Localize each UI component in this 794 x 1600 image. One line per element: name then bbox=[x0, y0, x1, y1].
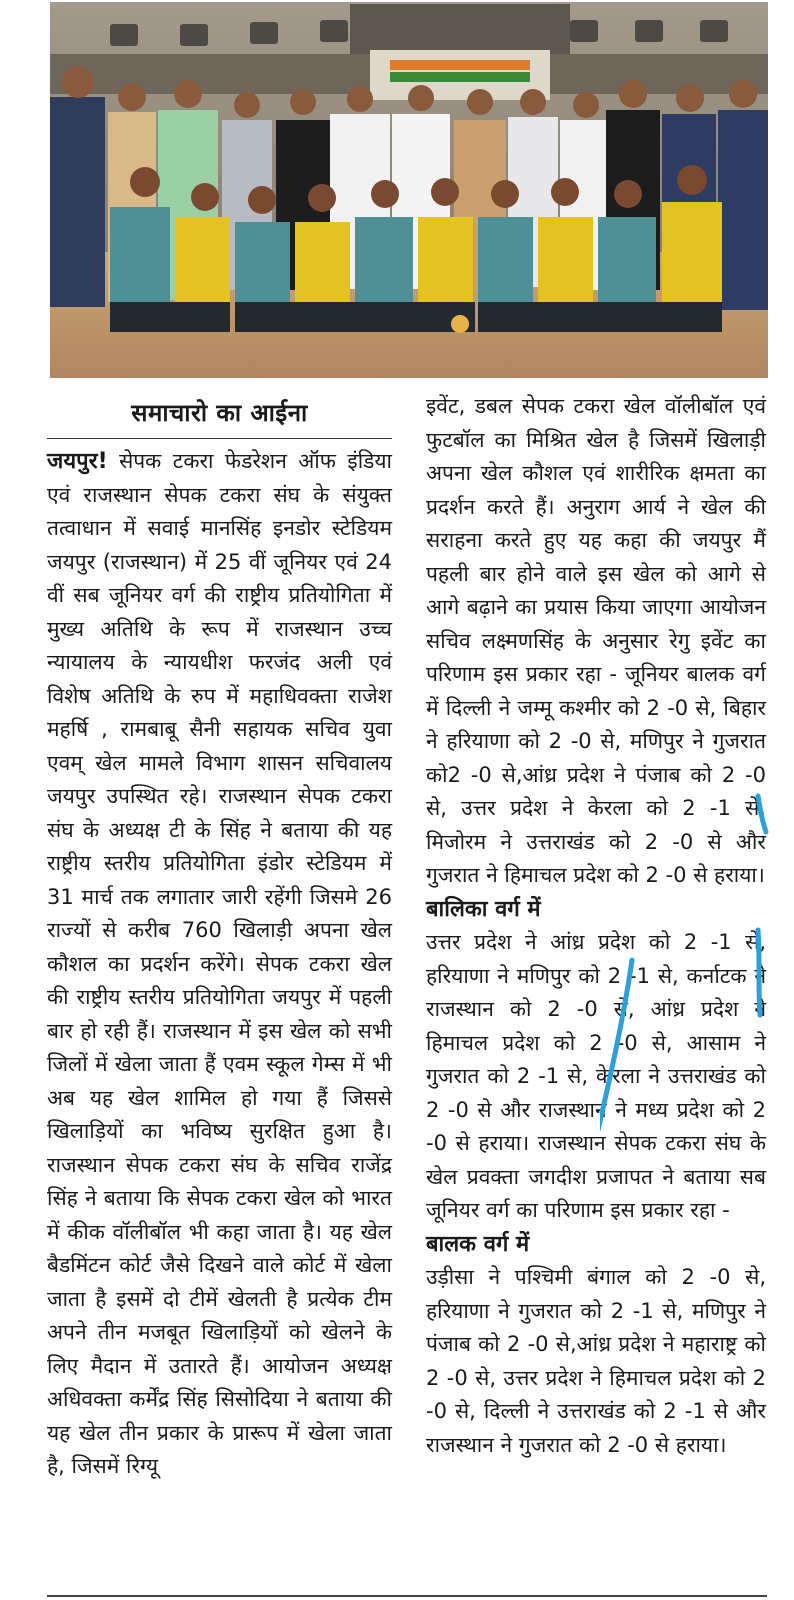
article-headline: समाचारो का आईना bbox=[131, 399, 308, 427]
girls-heading: बालिका वर्ग में bbox=[426, 896, 541, 922]
team-photo bbox=[50, 2, 768, 378]
bottom-divider bbox=[47, 1595, 767, 1597]
boys-results-text: उड़ीसा ने पश्चिमी बंगाल को 2 -0 से, हरियाणा ने गुजरात को 2 -1 से, मणिपुर ने पंजाब को 2 -0 से,आंध्र प्रदेश ने महाराष्ट्र को 2 -0 से, उत्तर प्रदेश ने हिमाचल प्रदेश को 2 -0 से, दिल्ली ने उत्तराखंड को 2 -1 से और राजस्थान ने गुजरात को 2 -0 से हराया। bbox=[426, 1265, 766, 1457]
headline-divider bbox=[47, 438, 392, 439]
pen-mark-icon bbox=[600, 790, 775, 1160]
girls-results-text: उत्तर प्रदेश ने आंध्र प्रदेश को 2 -1 से, हरियाणा ने मणिपुर को 2 -1 से, कर्नाटक ने राजस्थान को 2 -0 से, आंध्र प्रदेश ने हिमाचल प्रदेश को 2 -0 से, आसाम ने गुजरात को 2 -1 से, केरला ने उत्तराखंड को 2 -0 से और राजस्थान ने मध्य प्रदेश को 2 -0 से हराया। राजस्थान सेपक टकरा संघ के खेल प्रवक्ता जगदीश प्रजापत ने बताया सब जूनियर वर्ग का परिणाम इस प्रकार रहा - bbox=[426, 930, 766, 1222]
team-group-photo-icon bbox=[50, 2, 768, 378]
right-column-text: इवेंट, डबल सेपक टकरा खेल वॉलीबॉल एवं फुटबॉल का मिश्रित खेल है जिसमें खिलाड़ी अपना खेल कौशल एवं शारीरिक क्षमता का प्रदर्शन करते हैं। अनुराग आर्य ने खेल की सराहना करते हुए यह कहा की जयपुर मैं पहली बार होने वाले इस खेल को आगे से आगे बढ़ाने का प्रयास किया जाएगा आयोजन सचिव लक्ष्मणसिंह के अनुसार रेगु इवेंट का परिणाम इस प्रकार रहा - जूनियर बालक वर्ग में दिल्ली ने जम्मू कश्मीर को 2 -0 से, बिहार ने हरियाणा को 2 -0 से, मणिपुर ने गुजरात को2 -0 से,आंध्र प्रदेश ने पंजाब को 2 -0 से, उत्तर प्रदेश ने केरला को 2 -1 से, मिजोरम ने उत्तराखंड को 2 -0 से और गुजरात ने हिमाचल प्रदेश को 2 -0 से हराया। bbox=[426, 394, 766, 887]
article-left-column bbox=[47, 390, 392, 1484]
left-column-text: सेपक टकरा फेडरेशन ऑफ इंडिया एवं राजस्थान सेपक टकरा संघ के संयुक्त तत्वाधान में सवाई मानसिंह इनडोर स्टेडियम जयपुर (राजस्थान) में 25 वीं जूनियर एवं 24 वीं सब जूनियर वर्ग की राष्ट्रीय प्रतियोगिता में मुख्य अतिथि के रूप में राजस्थान उच्च न्यायालय के न्यायधीश फरजंद अली एवं विशेष अतिथि के रुप में महाधिवक्ता राजेश महर्षि , रामबाबू सैनी सहायक सचिव युवा एवम् खेल मामले विभाग शासन सचिवालय जयपुर उपस्थित रहे। राजस्थान सेपक टकरा संघ के अध्यक्ष टी के सिंह ने बताया की यह राष्ट्रीय स्तरीय प्रतियोगिता इंडोर स्टेडियम में 31 मार्च तक लगातार जारी रहेंगी जिसमे 26 राज्यों से करीब 760 खिलाड़ी अपना खेल कौशल का प्रदर्शन करेंगे। सेपक टकरा खेल की राष्ट्रीय स्तरीय प्रतियोगिता जयपुर में पहली बार हो रही हैं। राजस्थान में इस खेल को सभी जिलों में खेला जाता हैं एवम स्कूल गेम्स में भी अब यह खेल शामिल हो गया हैं जिससे खिलाड़ियों का भविष्य सुरक्षित हुआ है। राजस्थान सेपक टकरा संघ के सचिव राजेंद्र सिंह ने बताया कि सेपक टकरा खेल को भारत में कीक वॉलीबॉल भी कहा जाता है। यह खेल बैडमिंटन कोर्ट जैसे दिखने वाले कोर्ट में खेला जाता है इसमें दो टीमें खेलती है प्रत्येक टीम अपने तीन मजबूत खिलाड़ियों को खेलने के लिए मैदान में उतारते हैं। आयोजन अध्यक्ष अधिवक्ता कर्मेंद्र सिंह सिसोदिया ने बताया की यह खेल तीन प्रकार के प्रारूप में खेला जाता है, जिसमें रिग्यू bbox=[47, 449, 392, 1478]
article-body-left bbox=[47, 445, 392, 1484]
dateline: जयपुर! bbox=[47, 449, 108, 474]
boys-heading: बालक वर्ग में bbox=[426, 1231, 530, 1257]
